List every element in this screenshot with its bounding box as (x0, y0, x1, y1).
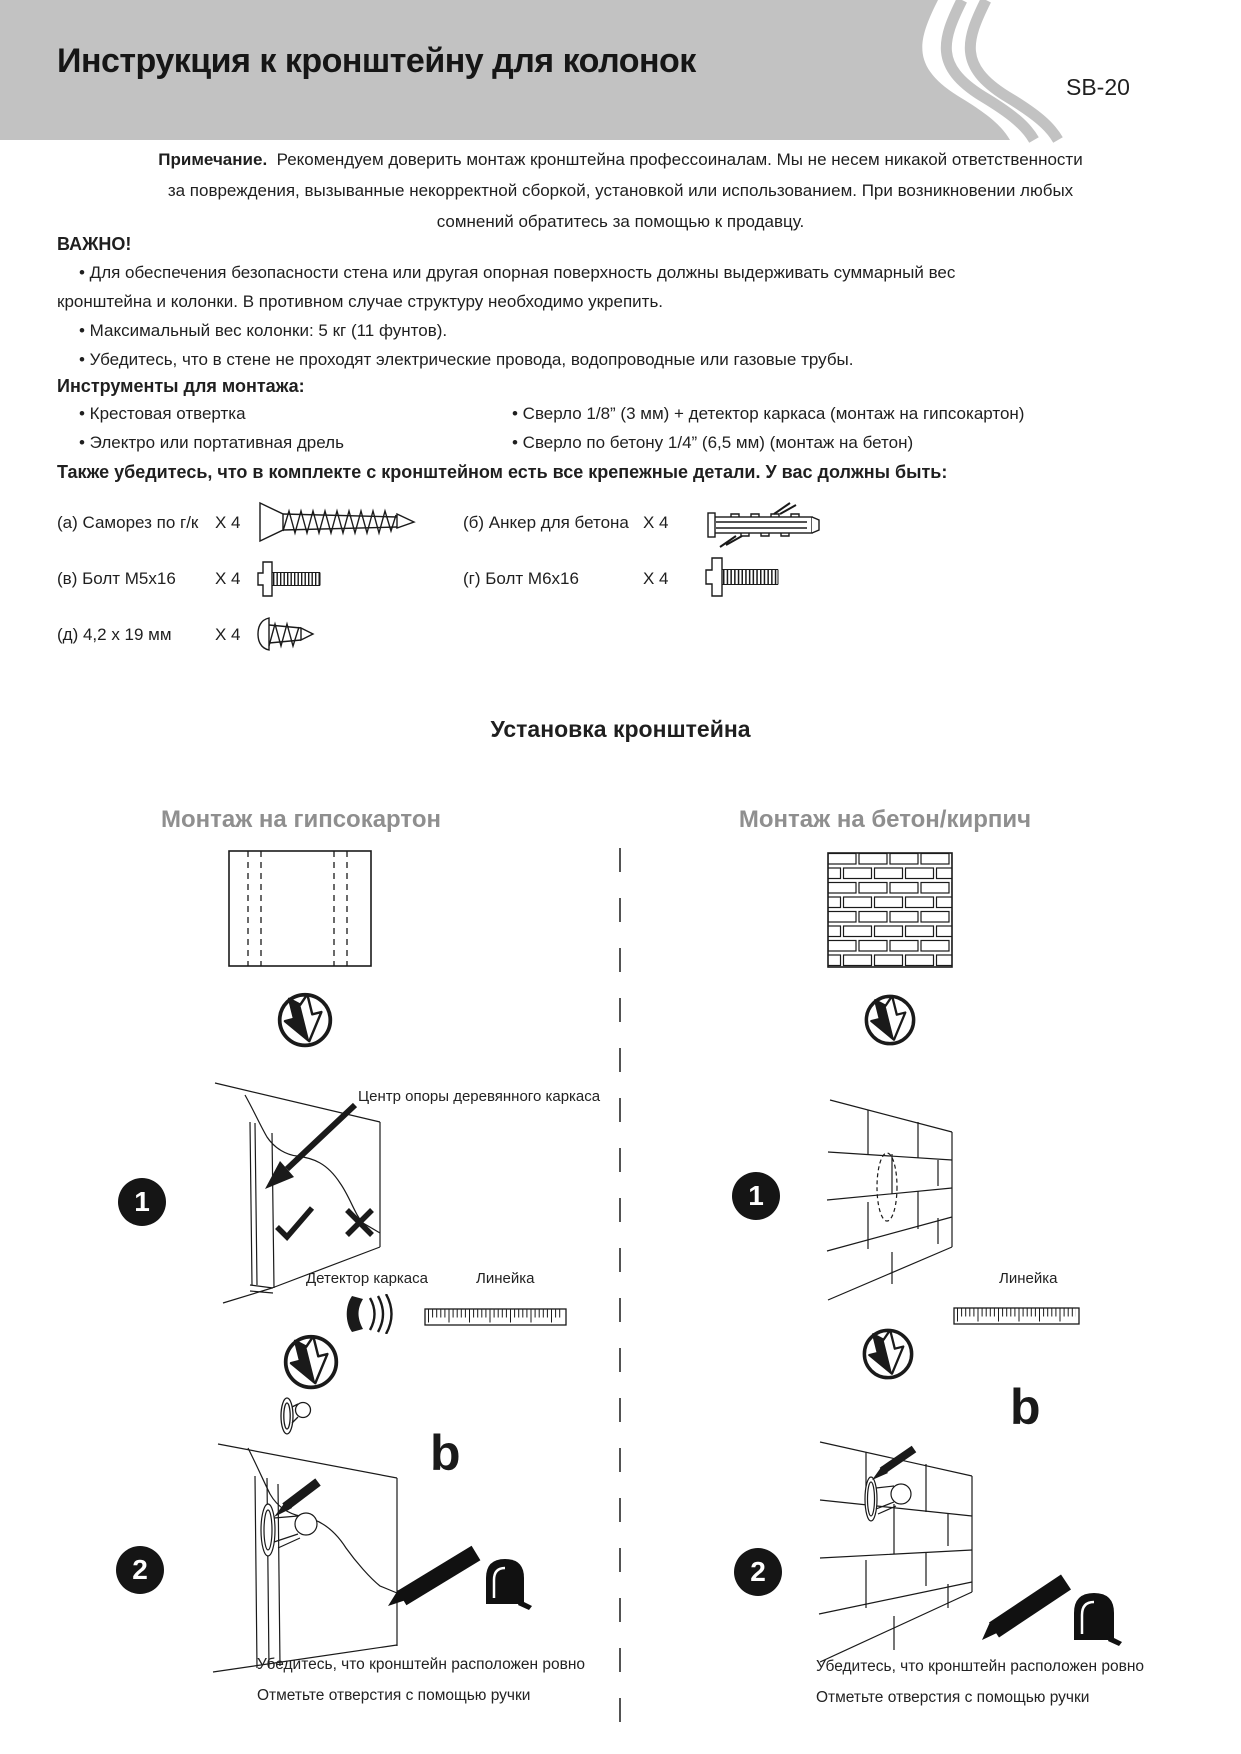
hardware-qty: X 4 (643, 513, 669, 532)
model-number: SB-20 (1066, 74, 1130, 100)
hardware-qty: X 4 (643, 569, 669, 588)
hardware-label: (а) Саморез по г/к (57, 513, 199, 532)
ruler-label-drywall: Линейка (476, 1270, 535, 1287)
tape-measure-icon (482, 1556, 532, 1610)
brick-wall-diagram (827, 852, 953, 968)
step-2-badge-drywall: 2 (116, 1546, 164, 1594)
drywall-panel-diagram (228, 850, 372, 967)
note-paragraph (55, 144, 1186, 237)
hardware-heading: Также убедитесь, что в комплекте с кронштейном есть все крепежные детали. У вас должны быть: (57, 462, 948, 482)
note-line1: Рекомендуем доверить монтаж кронштейна профессоиналам. Мы не несем никакой ответственности (276, 150, 1083, 169)
concrete-step1-wall-diagram (820, 1094, 960, 1304)
down-arrow-icon (281, 1332, 341, 1392)
b-dimension-label-drywall: b (430, 1425, 461, 1481)
b-dimension-label-concrete: b (1010, 1379, 1041, 1435)
hardware-label: (б) Анкер для бетона (463, 513, 629, 532)
level-note-drywall: Убедитесь, что кронштейн расположен ровно (257, 1656, 586, 1673)
marker-pen-icon (388, 1542, 488, 1610)
stud-detector-label: Детектор каркаса (306, 1270, 428, 1287)
important-list (57, 258, 1197, 374)
bracket-icon (278, 1393, 312, 1437)
ruler-label-concrete: Линейка (999, 1270, 1058, 1287)
drywall-screw-icon (256, 498, 426, 546)
bolt-m6-icon (704, 556, 784, 598)
down-arrow-icon (275, 990, 335, 1050)
note-line3: сомнений обратитесь за помощью к продавцу. (436, 212, 805, 231)
ruler-icon (424, 1308, 567, 1326)
down-arrow-icon (860, 1326, 916, 1382)
tool-item: • Сверло 1/8” (3 мм) + детектор каркаса (монтаж на гипсокартон) (512, 404, 1025, 423)
ruler-icon (953, 1307, 1080, 1325)
down-arrow-icon (862, 992, 918, 1048)
mark-holes-note-concrete: Отметьте отверстия с помощью ручки (816, 1689, 1090, 1706)
step-2-badge-concrete: 2 (734, 1548, 782, 1596)
hardware-qty: X 4 (215, 513, 241, 532)
screw-4x19-icon (256, 616, 320, 652)
bolt-m5-icon (256, 560, 328, 598)
note-label: Примечание. (158, 150, 268, 169)
concrete-column-heading: Монтаж на бетон/кирпич (738, 806, 1032, 833)
tool-item: • Сверло по бетону 1/4” (6,5 мм) (монтаж на бетон) (512, 433, 914, 452)
important-heading: ВАЖНО! (57, 234, 132, 254)
important-line: • Убедитесь, что в стене не проходят электрические провода, водопроводные или газовые трубы. (79, 350, 854, 369)
hardware-qty: X 4 (215, 569, 241, 588)
important-line: кронштейна и колонки. В противном случае структуру необходимо укрепить. (57, 292, 664, 311)
marker-pen-icon (982, 1568, 1077, 1643)
drywall-column-heading: Монтаж на гипсокартон (161, 806, 441, 833)
tools-heading: Инструменты для монтажа: (57, 376, 305, 396)
tools-list-right (512, 399, 1024, 457)
tool-item: • Электро или портативная дрель (79, 433, 344, 452)
tape-measure-icon (1070, 1590, 1122, 1646)
mark-holes-note-drywall: Отметьте отверстия с помощью ручки (257, 1687, 531, 1704)
tool-item: • Крестовая отвертка (79, 404, 246, 423)
hardware-qty: X 4 (215, 625, 241, 644)
column-divider (616, 848, 624, 1728)
drywall-step2-wall-diagram (210, 1438, 400, 1676)
important-line: • Максимальный вес колонки: 5 кг (11 фунтов). (79, 321, 448, 340)
level-note-concrete: Убедитесь, что кронштейн расположен ровно (816, 1658, 1145, 1675)
step-1-badge-concrete: 1 (732, 1172, 780, 1220)
note-line2: за повреждения, вызыванные некорректной сборкой, установкой или использованием. При возникновении любых (167, 181, 1074, 200)
stud-center-callout: Центр опоры деревянного каркаса (358, 1088, 601, 1105)
important-line: • Для обеспечения безопасности стена или другая опорная поверхность должны выдерживать суммарный вес (79, 263, 956, 282)
concrete-step2-wall-diagram (814, 1436, 976, 1666)
stud-detector-icon (342, 1294, 394, 1334)
concrete-anchor-icon (706, 500, 831, 550)
hardware-label: (г) Болт M6x16 (463, 569, 579, 588)
hardware-label: (д) 4,2 x 19 мм (57, 625, 172, 644)
step-1-badge-drywall: 1 (118, 1178, 166, 1226)
tools-list-left (79, 399, 344, 457)
page-title: Инструкция к кронштейну для колонок (57, 42, 696, 80)
hardware-label: (в) Болт M5x16 (57, 569, 176, 588)
install-heading: Установка кронштейна (490, 716, 751, 742)
